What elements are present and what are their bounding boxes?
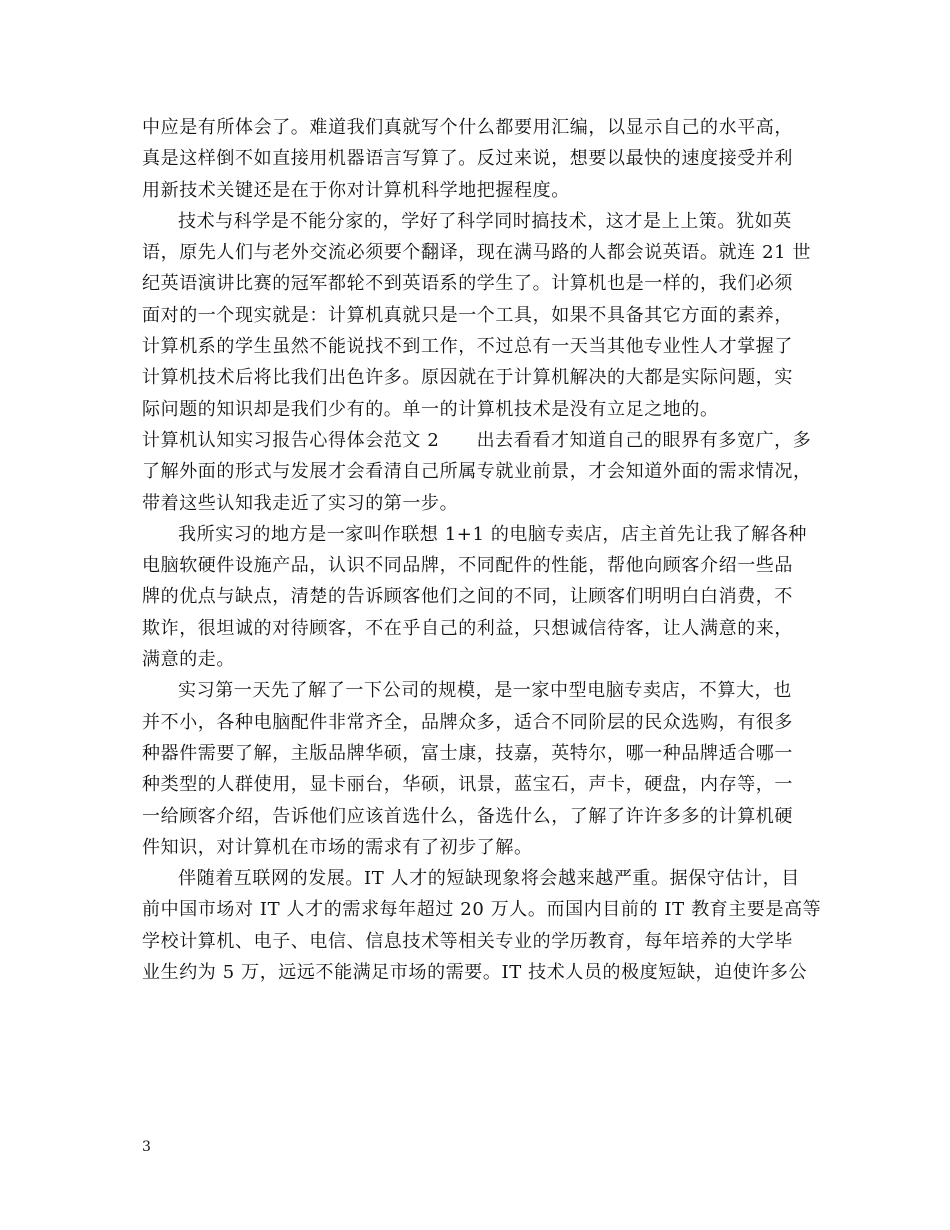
text-line: 并不小，各种电脑配件非常齐全，品牌众多，适合不同阶层的民众选购，有很多	[142, 711, 793, 733]
text-line: 际问题的知识却是我们少有的。单一的计算机技术是没有立足之地的。	[142, 398, 719, 420]
text-line: 面对的一个现实就是：计算机真就只是一个工具，如果不具备其它方面的素养，	[142, 304, 793, 326]
text-line: 电脑软硬件设施产品，认识不同品牌，不同配件的性能，帮他向顾客介绍一些品	[142, 555, 793, 577]
text-line: 中应是有所体会了。难道我们真就写个什么都要用汇编，以显示自己的水平高，	[142, 117, 793, 138]
text-line: 技术与科学是不能分家的，学好了科学同时搞技术，这才是上上策。犹如英	[178, 210, 792, 232]
text-line: 计算机认知实习报告心得体会范文 2 出去看看才知道自己的眼界有多宽广，多	[142, 429, 812, 451]
text-line: 计算机技术后将比我们出色许多。原因就在于计算机解决的大都是实际问题，实	[142, 367, 793, 389]
text-line: 学校计算机、电子、电信、信息技术等相关专业的学历教育，每年培养的大学毕	[142, 930, 793, 952]
text-line: 用新技术关键还是在于你对计算机科学地把握程度。	[142, 179, 570, 201]
text-line: 件知识，对计算机在市场的需求有了初步了解。	[142, 836, 533, 858]
text-line: 一给顾客介绍，告诉他们应该首选什么，备选什么，了解了许许多多的计算机硬	[142, 805, 793, 827]
text-line: 种器件需要了解，主版品牌华硕，富士康，技嘉，英特尔，哪一种品牌适合哪一	[142, 742, 793, 764]
text-line: 纪英语演讲比赛的冠军都轮不到英语系的学生了。计算机也是一样的，我们必须	[142, 273, 793, 295]
body-text	[142, 112, 822, 988]
text-line: 前中国市场对 IT 人才的需求每年超过 20 万人。而国内目前的 IT 教育主要是高等	[142, 899, 822, 921]
page-number: 3	[142, 1139, 151, 1155]
text-line: 牌的优点与缺点，清楚的告诉顾客他们之间的不同，让顾客们明明白白消费，不	[142, 586, 793, 608]
text-line: 满意的走。	[142, 649, 235, 671]
text-line: 真是这样倒不如直接用机器语言写算了。反过来说，想要以最快的速度接受并利	[142, 148, 793, 170]
text-line: 欺诈，很坦诚的对待顾客，不在乎自己的利益，只想诚信待客，让人满意的来，	[142, 617, 793, 639]
text-line: 了解外面的形式与发展才会看清自己所属专就业前景，才会知道外面的需求情况，	[142, 461, 812, 483]
text-line: 种类型的人群使用，显卡丽台，华硕，讯景，蓝宝石，声卡，硬盘，内存等，一	[142, 774, 793, 796]
text-line: 业生约为 5 万，远远不能满足市场的需要。IT 技术人员的极度短缺，迫使许多公	[142, 962, 808, 984]
text-line: 语，原先人们与老外交流必须要个翻译，现在满马路的人都会说英语。就连 21 世	[142, 242, 812, 264]
text-line: 带着这些认知我走近了实习的第一步。	[142, 492, 459, 514]
text-line: 实习第一天先了解了一下公司的规模，是一家中型电脑专卖店，不算大，也	[178, 680, 792, 702]
text-line: 我所实习的地方是一家叫作联想 1+1 的电脑专卖店，店主首先让我了解各种	[178, 523, 808, 545]
text-line: 伴随着互联网的发展。IT 人才的短缺现象将会越来越严重。据保守估计，目	[178, 868, 800, 890]
text-line: 计算机系的学生虽然不能说找不到工作，不过总有一天当其他专业性人才掌握了	[142, 336, 793, 358]
